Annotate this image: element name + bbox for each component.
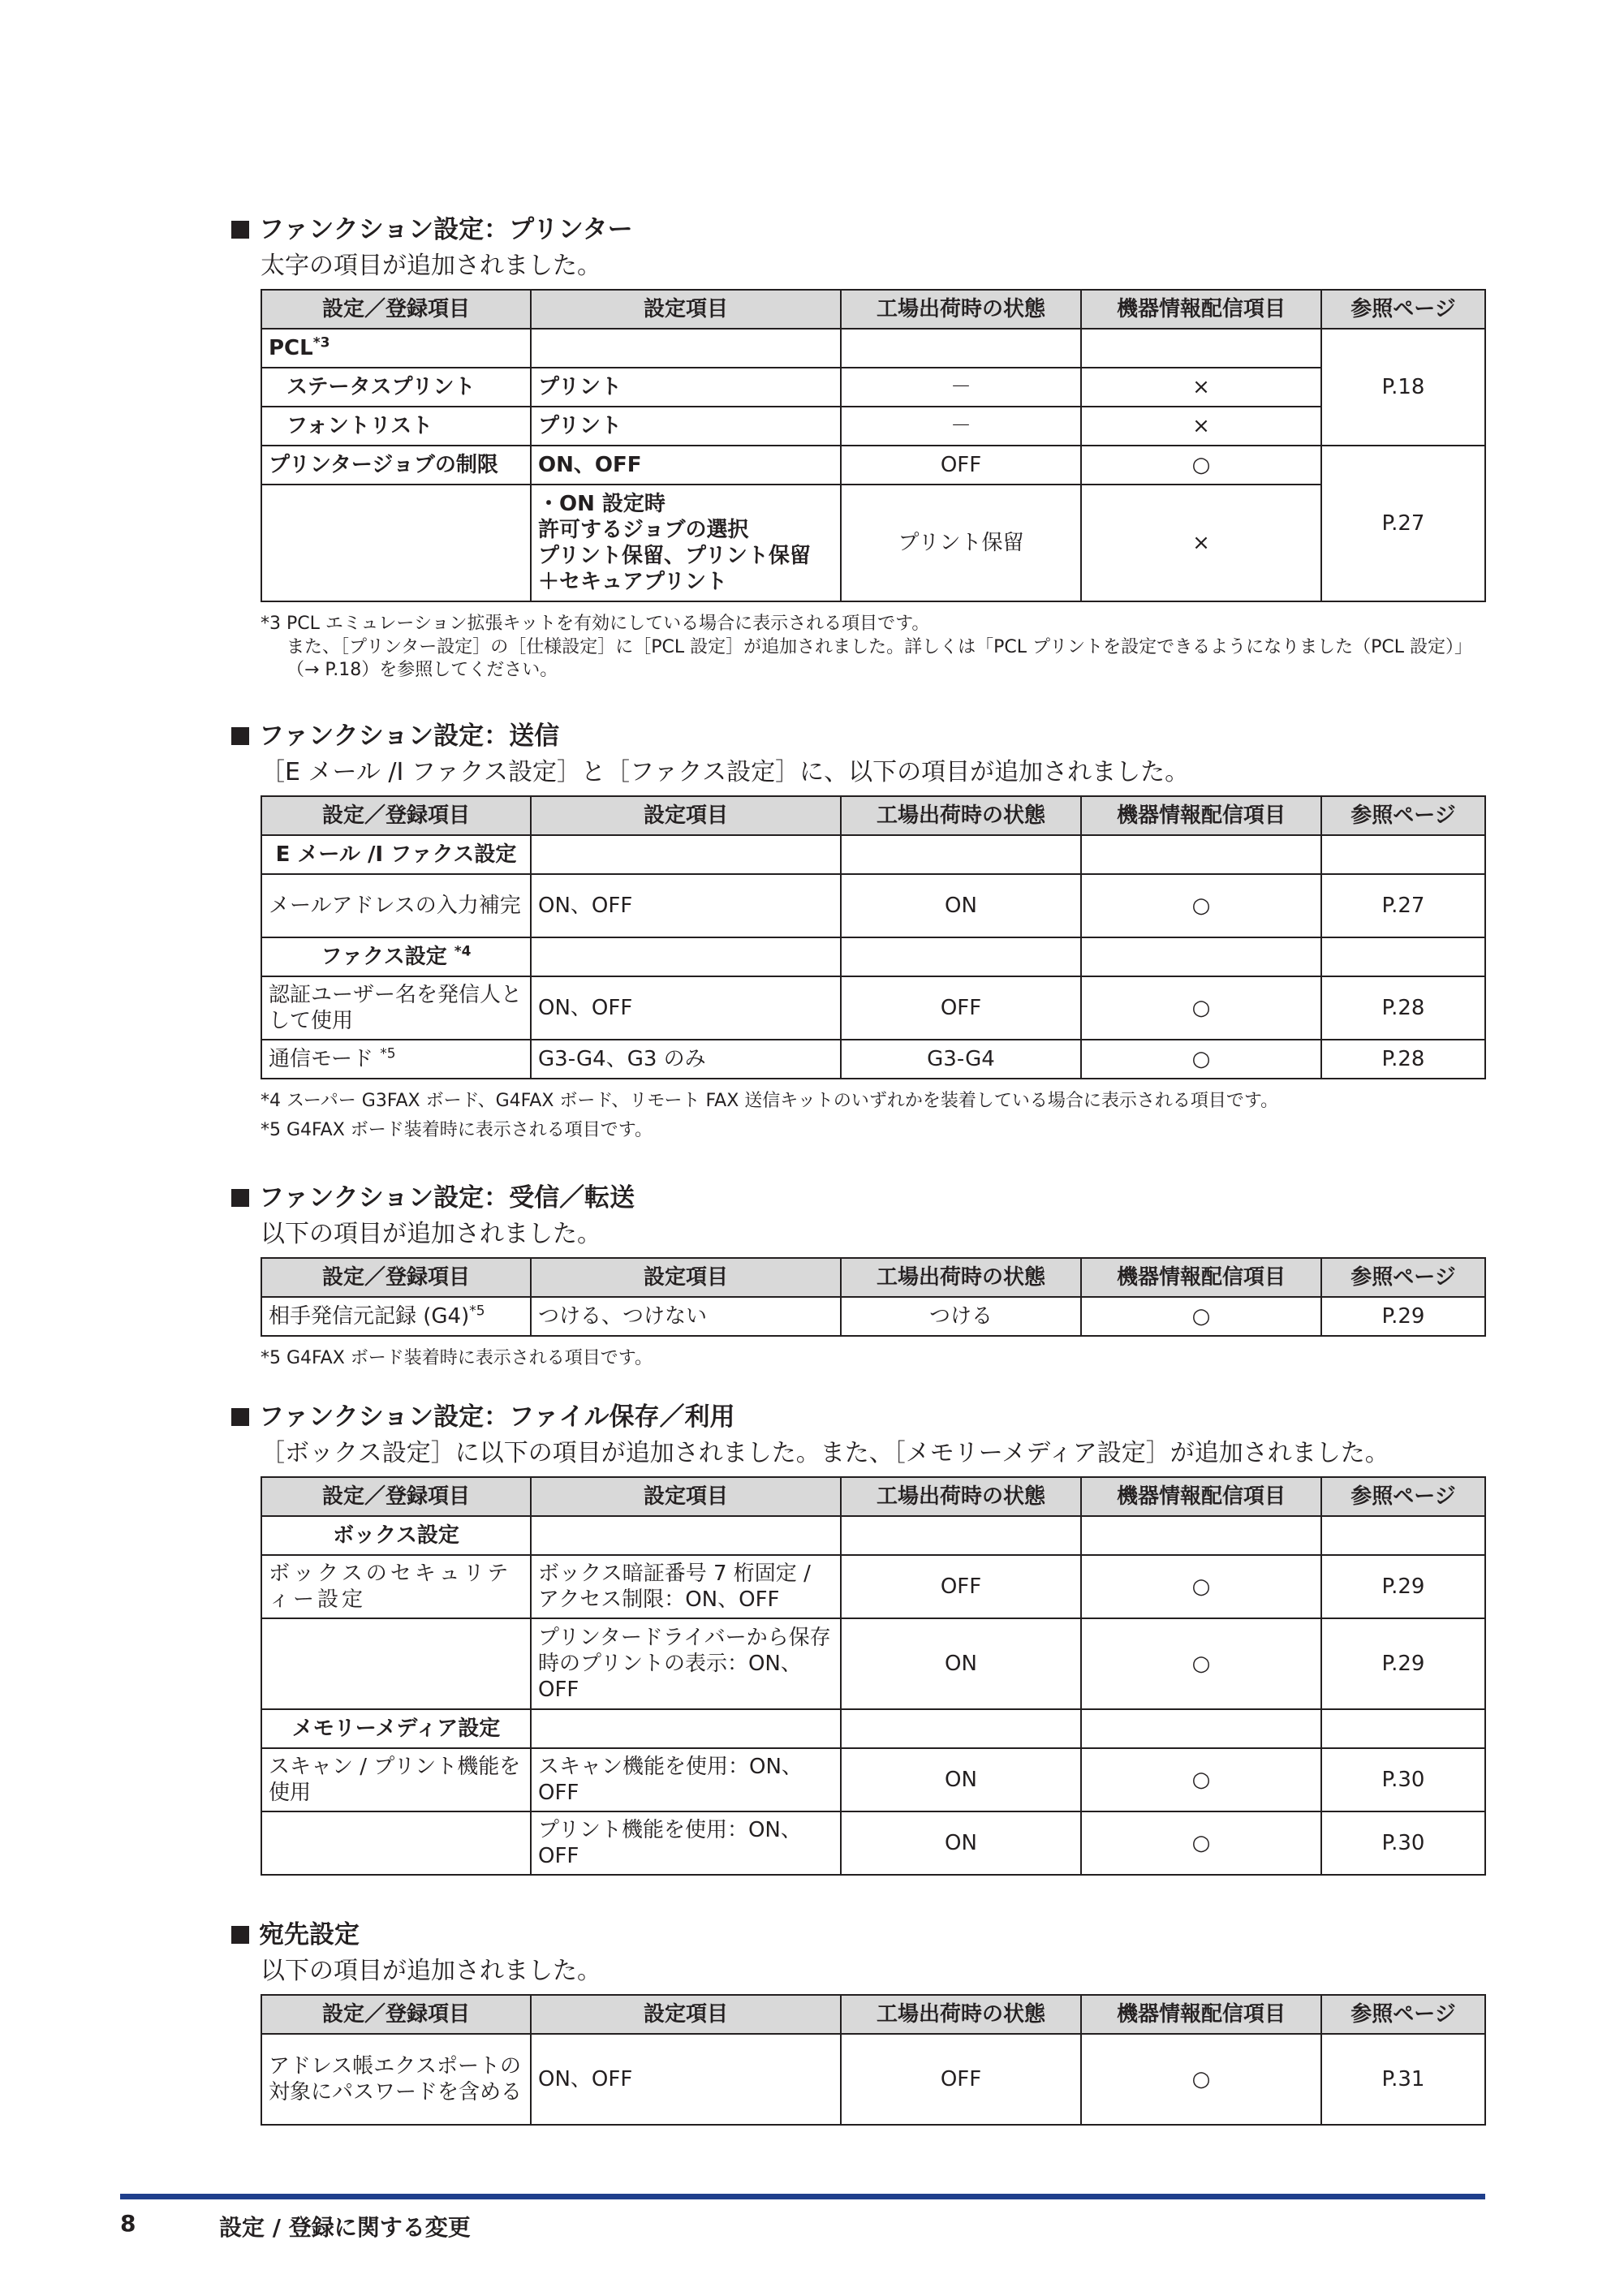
reference-page-cell: P.29 [1321,1618,1485,1709]
section-title: ファンクション設定：送信 [231,719,1485,753]
table-cell: OFF [841,2034,1081,2125]
settings-table [261,1994,1486,2126]
group-label-cell: ファクス設定 $^{*4}$ [261,937,531,976]
table-cell: 認証ユーザー名を発信人として使用 [261,976,531,1040]
table-cell: ○ [1081,976,1321,1040]
table-row [261,1040,1485,1079]
table-cell: PCL$^{*3}$ [261,329,531,368]
table-cell: プリンタージョブの制限 [261,446,531,485]
table-cell: ステータスプリント [261,368,531,407]
table-header-row [261,1477,1485,1516]
table-cell: ○ [1081,2034,1321,2125]
reference-page-cell: P.30 [1321,1811,1485,1875]
table-cell: G3-G4 [841,1040,1081,1079]
section-title: ファンクション設定：プリンター [231,213,1485,247]
reference-page-cell: P.27 [1321,446,1485,601]
section-description: 太字の項目が追加されました。 [261,252,601,280]
footnote: *3 PCL エミュレーション拡張キットを有効にしている場合に表示される項目です。 [261,614,930,634]
table-cell: ON [841,1811,1081,1875]
footnote-continued: また、［プリンター設定］の［仕様設定］に［PCL 設定］が追加されました。詳しくは「PCL プリントを設定できるようになりました（PCL 設定）」（→ P.18）を参照してください。 [286,637,1472,680]
footnote: *4 スーパー G3FAX ボード、G4FAX ボード、リモート FAX 送信キットのいずれかを装着している場合に表示される項目です。 [261,1091,1279,1111]
header-cell: 設定項目 [531,1995,841,2034]
table-cell: プリンタードライバーから保存時のプリントの表示：ON、OFF [531,1618,841,1709]
section-printer [231,213,1485,682]
table-cell [531,1516,841,1555]
header-cell: 工場出荷時の状態 [841,1258,1081,1297]
header-cell: 設定項目 [531,1258,841,1297]
table-cell: ON [841,874,1081,937]
square-bullet-icon [231,1189,249,1207]
table-group-row [261,1516,1485,1555]
table-cell [1081,1516,1321,1555]
table-cell [841,1516,1081,1555]
table-row [261,1811,1485,1875]
header-cell: 設定／登録項目 [261,290,531,329]
table-cell: ○ [1081,446,1321,485]
footnote: *5 G4FAX ボード装着時に表示される項目です。 [261,1120,653,1140]
header-cell: 設定／登録項目 [261,1477,531,1516]
header-cell: 設定項目 [531,1477,841,1516]
table-cell [1321,937,1485,976]
section-description: 以下の項目が追加されました。 [261,1957,601,1985]
table-cell: ・ON 設定時 許可するジョブの選択 プリント保留、プリント保留 ＋セキュアプリント [531,485,841,601]
section-description: 以下の項目が追加されました。 [261,1220,601,1248]
table-cell: プリント機能を使用：ON、OFF [531,1811,841,1875]
header-cell: 参照ページ [1321,1477,1485,1516]
table-header-row [261,290,1485,329]
table-cell: つける [841,1297,1081,1336]
table-cell [1081,1709,1321,1748]
table-row [261,1555,1485,1618]
table-row [261,2034,1485,2125]
table-cell [1081,329,1321,368]
section-destination [231,1918,1485,2126]
header-cell: 参照ページ [1321,1258,1485,1297]
header-cell: 参照ページ [1321,1995,1485,2034]
table-cell: × [1081,407,1321,446]
section-description: ［E メール /I ファクス設定］と［ファクス設定］に、以下の項目が追加されました。 [261,758,1190,786]
group-label-cell: メモリーメディア設定 [261,1709,531,1748]
table-cell: アドレス帳エクスポートの対象にパスワードを含める [261,2034,531,2125]
table-cell: ○ [1081,1555,1321,1618]
section-title: ファンクション設定：ファイル保存／利用 [231,1400,1485,1434]
table-cell: ON、OFF [531,2034,841,2125]
table-cell: × [1081,368,1321,407]
table-cell [1081,835,1321,874]
table-cell: ○ [1081,1748,1321,1811]
header-cell: 工場出荷時の状態 [841,796,1081,835]
settings-table [261,795,1486,1079]
footer-chapter-title: 設定 / 登録に関する変更 [219,2214,471,2241]
section-title: ファンクション設定：受信／転送 [231,1181,1485,1215]
table-cell: ○ [1081,1618,1321,1709]
table-cell: フォントリスト [261,407,531,446]
table-cell [841,937,1081,976]
table-group-row [261,1709,1485,1748]
settings-table [261,289,1486,602]
table-cell: G3-G4、G3 のみ [531,1040,841,1079]
table-cell [531,835,841,874]
table-cell [261,1618,531,1709]
table-row [261,874,1485,937]
table-cell: ○ [1081,1811,1321,1875]
table-cell [1321,835,1485,874]
reference-page-cell: P.29 [1321,1297,1485,1336]
table-cell: OFF [841,446,1081,485]
header-cell: 機器情報配信項目 [1081,1258,1321,1297]
table-cell: ○ [1081,1040,1321,1079]
reference-page-cell: P.29 [1321,1555,1485,1618]
table-cell [1321,1516,1485,1555]
reference-page-cell: P.27 [1321,874,1485,937]
table-row [261,368,1485,407]
table-cell: OFF [841,1555,1081,1618]
header-cell: 設定項目 [531,796,841,835]
reference-page-cell: P.28 [1321,1040,1485,1079]
table-row [261,1297,1485,1336]
reference-page-cell: P.31 [1321,2034,1485,2125]
table-cell [531,329,841,368]
table-cell: ON、OFF [531,874,841,937]
table-cell [1321,1709,1485,1748]
table-group-row [261,937,1485,976]
header-cell: 工場出荷時の状態 [841,1995,1081,2034]
section-file-storage [231,1400,1485,1876]
footnote: *5 G4FAX ボード装着時に表示される項目です。 [261,1348,653,1368]
header-cell: 機器情報配信項目 [1081,796,1321,835]
table-header-row [261,796,1485,835]
table-cell: ボックスのセキュリティー設定 [261,1555,531,1618]
table-cell: スキャン機能を使用：ON、OFF [531,1748,841,1811]
header-cell: 工場出荷時の状態 [841,290,1081,329]
section-send [231,719,1485,1143]
table-cell: プリント [531,368,841,407]
table-header-row [261,1258,1485,1297]
header-cell: 工場出荷時の状態 [841,1477,1081,1516]
table-group-row [261,835,1485,874]
table-cell: ON、OFF [531,446,841,485]
table-cell [841,329,1081,368]
table-row [261,976,1485,1040]
settings-table [261,1257,1486,1337]
table-cell: ON [841,1748,1081,1811]
table-cell: つける、つけない [531,1297,841,1336]
header-cell: 機器情報配信項目 [1081,290,1321,329]
table-cell: × [1081,485,1321,601]
header-cell: 設定／登録項目 [261,1995,531,2034]
table-cell [531,937,841,976]
table-cell: ○ [1081,1297,1321,1336]
table-row [261,1748,1485,1811]
table-cell: 通信モード $^{*5}$ [261,1040,531,1079]
footer-rule [120,2194,1485,2199]
table-cell: OFF [841,976,1081,1040]
square-bullet-icon [231,727,249,745]
table-cell: 相手発信元記録 $(G4)^{*5}$ [261,1297,531,1336]
table-row [261,407,1485,446]
page-number: 8 [120,2210,136,2237]
table-cell [261,1811,531,1875]
reference-page-cell: P.30 [1321,1748,1485,1811]
header-cell: 設定項目 [531,290,841,329]
section-description: ［ボックス設定］に以下の項目が追加されました。また、［メモリーメディア設定］が追加されました。 [261,1439,1389,1467]
table-cell [1081,937,1321,976]
header-cell: 参照ページ [1321,796,1485,835]
header-cell: 設定／登録項目 [261,796,531,835]
table-row [261,446,1485,485]
table-cell [841,1709,1081,1748]
table-row [261,485,1485,601]
section-title: 宛先設定 [231,1918,1485,1952]
reference-page-cell: P.18 [1321,329,1485,446]
section-receive-forward [231,1181,1485,1371]
group-label-cell: E メール /I ファクス設定 [261,835,531,874]
header-cell: 設定／登録項目 [261,1258,531,1297]
table-cell: － [841,368,1081,407]
table-cell: メールアドレスの入力補完 [261,874,531,937]
header-cell: 機器情報配信項目 [1081,1995,1321,2034]
table-cell [841,835,1081,874]
reference-page-cell: P.28 [1321,976,1485,1040]
table-cell: ON [841,1618,1081,1709]
settings-table [261,1476,1486,1876]
header-cell: 参照ページ [1321,290,1485,329]
table-cell: ボックス暗証番号 7 桁固定 / アクセス制限：ON、OFF [531,1555,841,1618]
table-row [261,329,1485,368]
table-cell: － [841,407,1081,446]
table-row [261,1618,1485,1709]
table-header-row [261,1995,1485,2034]
square-bullet-icon [231,221,249,239]
table-cell: プリント保留 [841,485,1081,601]
header-cell: 機器情報配信項目 [1081,1477,1321,1516]
square-bullet-icon [231,1408,249,1426]
group-label-cell: ボックス設定 [261,1516,531,1555]
square-bullet-icon [231,1926,249,1944]
table-cell: ON、OFF [531,976,841,1040]
table-cell: スキャン / プリント機能を使用 [261,1748,531,1811]
table-cell: ○ [1081,874,1321,937]
table-cell [261,485,531,601]
table-cell [531,1709,841,1748]
table-cell: プリント [531,407,841,446]
